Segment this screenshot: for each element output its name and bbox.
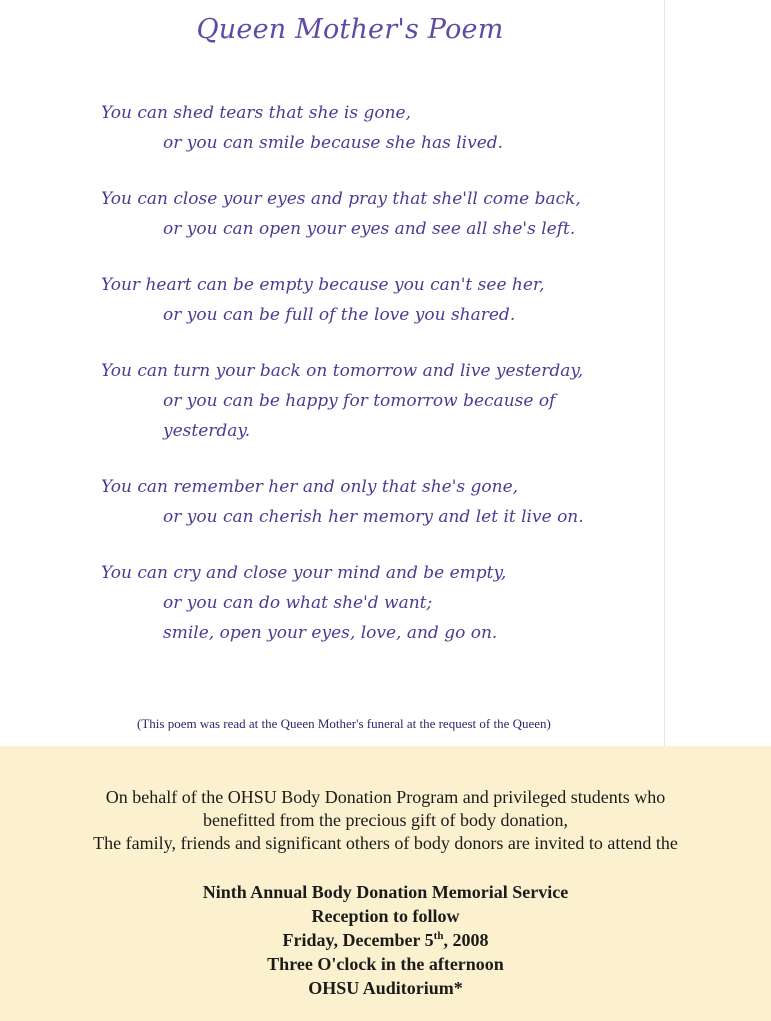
poem-line: or you can open your eyes and see all she's left. xyxy=(163,219,576,239)
poem-line: or you can be full of the love you shared. xyxy=(163,305,516,325)
poem-line: or you can smile because she has lived. xyxy=(163,133,504,153)
poem-line: You can remember her and only that she's gone, xyxy=(101,477,519,497)
poem-line: or you can do what she'd want; xyxy=(163,593,433,613)
poem-line: You can close your eyes and pray that she'll come back, xyxy=(101,189,581,209)
poem-title: Queen Mother's Poem xyxy=(196,14,504,45)
event-date-prefix: Friday, December 5 xyxy=(282,930,434,950)
poem-body xyxy=(101,98,661,674)
poem-stanza xyxy=(101,270,661,330)
card-edge xyxy=(664,0,665,746)
event-date-year: , 2008 xyxy=(443,930,489,950)
event-date-suffix: th xyxy=(433,930,444,942)
invitation-intro xyxy=(0,786,771,855)
poem-line: smile, open your eyes, love, and go on. xyxy=(163,623,498,643)
poem-note: (This poem was read at the Queen Mother's funeral at the request of the Queen) xyxy=(137,716,551,731)
poem-stanza xyxy=(101,558,661,648)
invitation-line: On behalf of the OHSU Body Donation Program and privileged students who xyxy=(105,787,666,807)
poem-stanza xyxy=(101,98,661,158)
event-date xyxy=(0,928,771,952)
poem-stanza xyxy=(101,356,661,446)
poem-stanza xyxy=(101,472,661,532)
poem-line: or you can be happy for tomorrow because of xyxy=(163,391,556,411)
event-name: Ninth Annual Body Donation Memorial Service xyxy=(202,882,569,902)
event-time: Three O'clock in the afternoon xyxy=(267,954,504,974)
poem-line: You can turn your back on tomorrow and live yesterday, xyxy=(101,361,584,381)
invitation-card xyxy=(0,746,771,1021)
event-details xyxy=(0,880,771,1000)
poem-line: You can cry and close your mind and be empty, xyxy=(101,563,507,583)
event-reception: Reception to follow xyxy=(311,906,460,926)
poem-line: Your heart can be empty because you can't see her, xyxy=(101,275,545,295)
invitation-line: benefitted from the precious gift of body donation, xyxy=(203,810,568,830)
poem-stanza xyxy=(101,184,661,244)
invitation-line: The family, friends and significant others of body donors are invited to attend the xyxy=(93,833,678,853)
poem-line: You can shed tears that she is gone, xyxy=(101,103,412,123)
event-location: OHSU Auditorium* xyxy=(308,978,463,998)
poem-line: or you can cherish her memory and let it live on. xyxy=(163,507,584,527)
poem-line: yesterday. xyxy=(163,421,251,441)
